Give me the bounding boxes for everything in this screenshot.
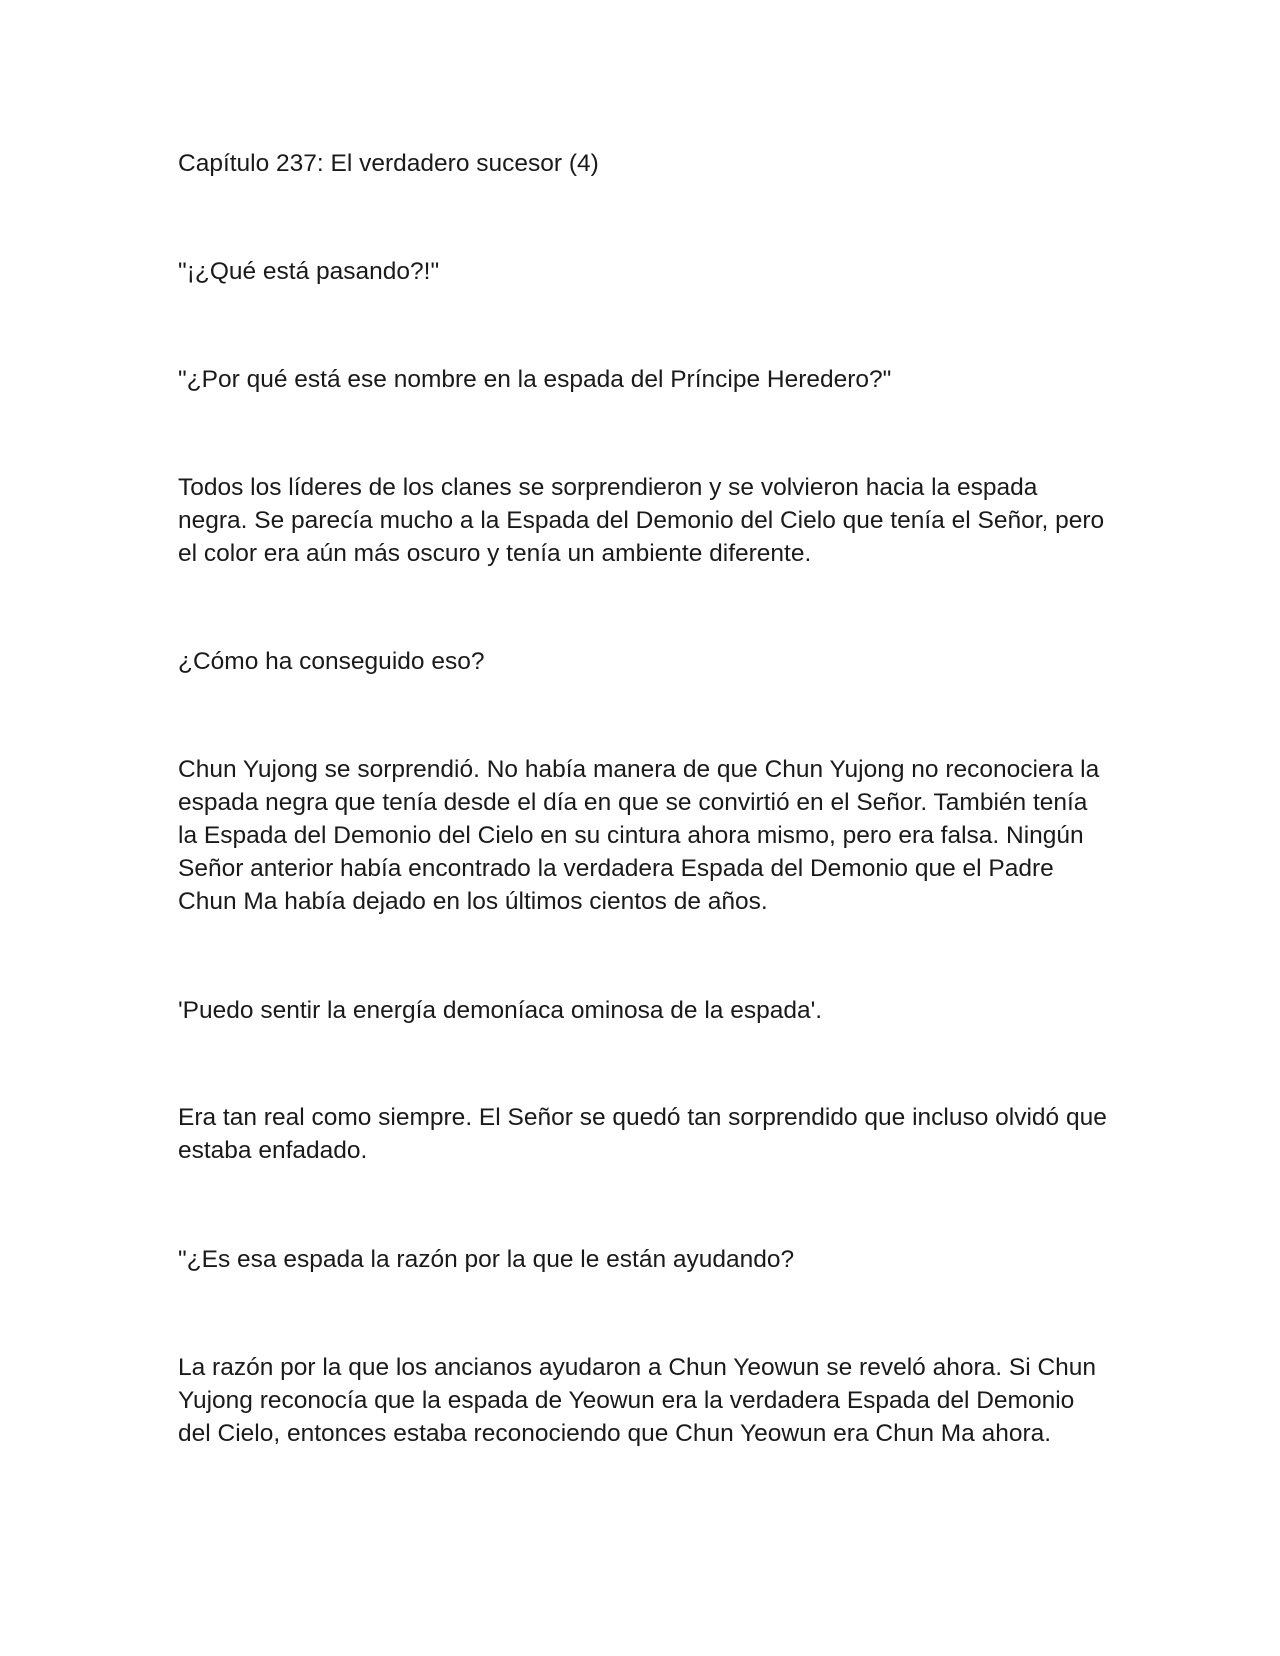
paragraph-dialogue-3: "¿Es esa espada la razón por la que le están ayudando? — [178, 1246, 795, 1273]
paragraph-narration-3: Era tan real como siempre. El Señor se quedó tan sorprendido que incluso olvidó que estaba enfadado. — [178, 1104, 1107, 1164]
paragraph-dialogue-1: "¡¿Qué está pasando?!" — [178, 258, 440, 285]
paragraph-dialogue-2: "¿Por qué está ese nombre en la espada del Príncipe Heredero?" — [178, 366, 892, 393]
paragraph-thought-1: ¿Cómo ha conseguido eso? — [178, 648, 485, 675]
paragraph-narration-1: Todos los líderes de los clanes se sorprendieron y se volvieron hacia la espada negra. Se parecía mucho a la Espada del Demonio del Cielo que tenía el Señor, pero el color era aún más oscuro y tenía un ambiente diferente. — [178, 474, 1105, 567]
chapter-title: Capítulo 237: El verdadero sucesor (4) — [178, 150, 599, 177]
paragraph-thought-2: 'Puedo sentir la energía demoníaca ominosa de la espada'. — [178, 997, 823, 1024]
paragraph-narration-2: Chun Yujong se sorprendió. No había manera de que Chun Yujong no reconociera la espada negra que tenía desde el día en que se convirtió en el Señor. También tenía la Espada del Demonio del Cielo en su cintura ahora mismo, pero era falsa. Ningún Señor anterior había encontrado la verdadera Espada del Demonio que el Padre Chun Ma había dejado en los últimos cientos de años. — [178, 756, 1100, 915]
paragraph-narration-4: La razón por la que los ancianos ayudaron a Chun Yeowun se reveló ahora. Si Chun Yujong reconocía que la espada de Yeowun era la verdadera Espada del Demonio del Cielo, entonces estaba reconociendo que Chun Yeowun era Chun Ma ahora. — [178, 1354, 1097, 1447]
